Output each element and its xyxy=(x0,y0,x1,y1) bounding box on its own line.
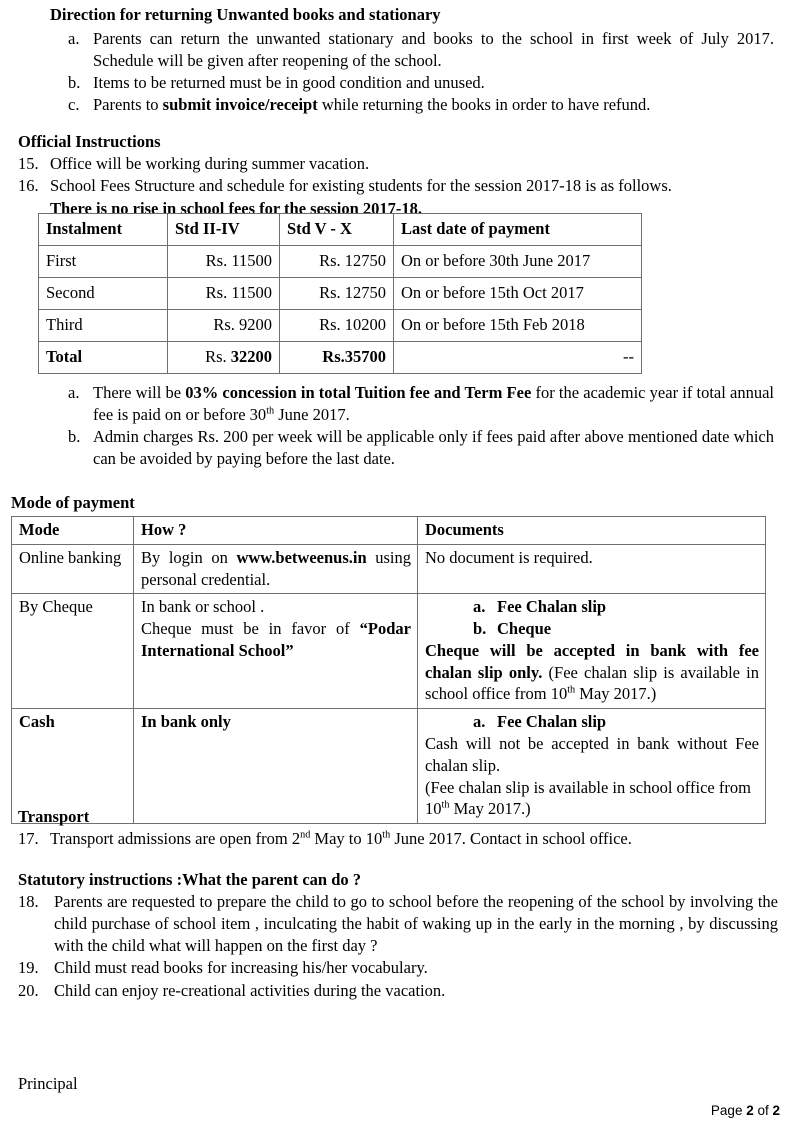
list-item xyxy=(425,618,759,640)
list-number: 16. xyxy=(18,176,39,196)
cell-documents: No document is required. xyxy=(418,544,766,594)
mode-of-payment-heading: Mode of payment xyxy=(11,493,135,512)
page-number xyxy=(711,1102,780,1120)
table-header-row xyxy=(12,517,766,545)
col-header-std5-10: Std V - X xyxy=(280,214,394,246)
cell-how xyxy=(134,544,418,594)
list-item xyxy=(44,28,774,72)
concession-text-pre: Admin charges Rs. 200 per week will be applicable only if fees paid after above mentioned date which can be avoided by paying before the last date. xyxy=(93,427,774,469)
how-line-1: In bank or school . xyxy=(141,597,265,617)
col-header-std2-4: Std II-IV xyxy=(168,214,280,246)
list-marker: a. xyxy=(68,383,80,402)
documents-list xyxy=(425,596,759,640)
col-header-how: How ? xyxy=(134,517,418,545)
transport-heading: Transport xyxy=(18,807,90,826)
signature-principal: Principal xyxy=(18,1074,78,1093)
transport-text-post: June 2017. Contact in school office. xyxy=(390,829,632,849)
cell-std2-4: Rs. 11500 xyxy=(168,278,280,310)
list-item xyxy=(18,828,778,850)
list-number: 17. xyxy=(18,829,39,849)
fee-structure-table-wrapper xyxy=(38,213,642,374)
cash-note-pre: (Fee chalan slip is available in school office from 10 xyxy=(425,777,751,819)
cell-std2-4: Rs. 11500 xyxy=(168,246,280,278)
returns-list xyxy=(44,28,774,116)
col-header-last-date: Last date of payment xyxy=(394,214,642,246)
table-row xyxy=(12,594,766,709)
cell-how: In bank only xyxy=(134,709,418,824)
cell-documents xyxy=(418,594,766,709)
cell-std5-10: Rs. 12750 xyxy=(280,278,394,310)
transport-text-pre: Transport admissions are open from 2 xyxy=(50,829,301,849)
list-item xyxy=(425,711,759,733)
list-marker: c. xyxy=(68,95,80,115)
list-marker: b. xyxy=(473,619,487,639)
list-item xyxy=(18,980,778,1002)
list-item xyxy=(18,957,778,979)
fee-structure-table xyxy=(38,213,642,374)
cell-std5-10: Rs. 12750 xyxy=(280,246,394,278)
cheque-note-bold: Cheque will be accepted in bank with fee chalan slip only. xyxy=(425,640,759,682)
official-instructions-list xyxy=(18,153,778,197)
cell-instalment: Third xyxy=(39,310,168,342)
page-prefix: Page xyxy=(710,1103,747,1118)
list-item-text: Parents are requested to prepare the child to go to school before the reopening of the school by involving the child purchase of school item , inculcating the habit of waking up in the early in the morning , by discussing with the child what will happen on the first day ? xyxy=(54,892,778,956)
list-marker: a. xyxy=(473,712,486,732)
payee-name: “Podar International School” xyxy=(141,619,411,660)
ordinal-suffix: nd xyxy=(300,829,311,841)
how-text-pre: Cheque must be in favor of xyxy=(141,619,360,639)
col-header-mode: Mode xyxy=(12,517,134,545)
page-middle: of xyxy=(753,1103,773,1118)
page-total: 2 xyxy=(772,1103,780,1118)
total-prefix: Rs. xyxy=(205,346,231,366)
cheque-note xyxy=(425,640,759,705)
statutory-list xyxy=(18,891,778,1002)
how-text-pre: By login on xyxy=(141,547,237,567)
cell-mode: By Cheque xyxy=(12,594,134,709)
list-item-text: Items to be returned must be in good condition and unused. xyxy=(93,73,485,93)
list-item-text: Child can enjoy re-creational activities during the vacation. xyxy=(54,980,446,1000)
ordinal-suffix: th xyxy=(266,405,275,417)
concession-text-pre: There will be xyxy=(93,383,186,402)
list-item xyxy=(18,891,778,957)
list-number: 20. xyxy=(18,980,39,1000)
statutory-instructions-section xyxy=(18,869,778,1002)
concession-list xyxy=(44,382,774,470)
cheque-note-pre: (Fee chalan slip is available in school office from 10 xyxy=(425,662,759,704)
list-item-text: Parents to xyxy=(93,95,163,115)
statutory-heading: Statutory instructions :What the parent can do ? xyxy=(18,870,361,889)
how-text-post: using personal credential. xyxy=(141,547,411,589)
list-item-text: Child must read books for increasing his/her vocabulary. xyxy=(54,958,428,978)
list-number: 18. xyxy=(18,892,39,912)
mode-of-payment-section xyxy=(11,492,771,824)
concession-section xyxy=(44,380,774,470)
cell-total-label: Total xyxy=(39,342,168,374)
cell-mode: Cash xyxy=(12,709,134,824)
cell-total-last-date: -- xyxy=(394,342,642,374)
concession-text-post: June 2017. xyxy=(274,405,350,425)
cell-std2-4: Rs. 9200 xyxy=(168,310,280,342)
page-current: 2 xyxy=(746,1103,754,1118)
transport-section xyxy=(18,806,778,850)
list-marker: a. xyxy=(473,597,486,617)
no-fee-rise-note: There is no rise in school fees for the session 2017-18. xyxy=(50,199,422,219)
cell-instalment: First xyxy=(39,246,168,278)
ordinal-suffix: th xyxy=(567,684,576,696)
list-item-text: Fee Chalan slip xyxy=(497,712,607,732)
returns-heading: Direction for returning Unwanted books and stationary xyxy=(50,5,441,24)
table-row xyxy=(39,310,642,342)
list-item xyxy=(18,153,778,175)
list-number: 19. xyxy=(18,958,39,978)
cell-std5-10: Rs. 10200 xyxy=(280,310,394,342)
cell-total-std2-4 xyxy=(168,342,280,374)
list-marker: b. xyxy=(68,427,81,447)
table-header-row xyxy=(39,214,642,246)
list-item xyxy=(44,94,774,116)
list-item-text: Cheque xyxy=(497,619,552,639)
transport-list xyxy=(18,828,778,850)
returns-section xyxy=(44,4,774,117)
payment-website-link[interactable]: www.betweenus.in xyxy=(236,547,367,567)
total-value: 32200 xyxy=(230,346,272,366)
list-item-text: School Fees Structure and schedule for existing students for the session 2017-18 is as follows. xyxy=(50,176,672,196)
cell-how xyxy=(134,594,418,709)
list-item-text: Office will be working during summer vacation. xyxy=(50,154,370,174)
concession-text-bold: 03% concession in total Tuition fee and Term Fee xyxy=(185,383,532,402)
ordinal-suffix: th xyxy=(382,829,391,841)
cash-note: Cash will not be accepted in bank without Fee chalan slip. xyxy=(425,734,759,775)
col-header-instalment: Instalment xyxy=(39,214,168,246)
table-row xyxy=(39,246,642,278)
cell-last-date: On or before 15th Oct 2017 xyxy=(394,278,642,310)
list-number: 15. xyxy=(18,154,39,174)
list-item-text: Parents can return the unwanted stationary and books to the school in first week of July 2017. Schedule will be given after reopening of the school. xyxy=(93,29,774,71)
official-instructions-heading: Official Instructions xyxy=(18,132,161,151)
cash-note-post: May 2017.) xyxy=(449,799,531,819)
cell-last-date: On or before 15th Feb 2018 xyxy=(394,310,642,342)
documents-list xyxy=(425,711,759,733)
list-item-text-tail: while returning the books in order to have refund. xyxy=(317,95,651,115)
cell-total-std5-10: Rs.35700 xyxy=(280,342,394,374)
cell-instalment: Second xyxy=(39,278,168,310)
list-item-emphasis: submit invoice/receipt xyxy=(162,95,318,115)
col-header-documents: Documents xyxy=(418,517,766,545)
table-row-total xyxy=(39,342,642,374)
transport-text-mid: May to 10 xyxy=(310,829,383,849)
list-item-text: Fee Chalan slip xyxy=(497,597,607,617)
table-row xyxy=(39,278,642,310)
cell-mode: Online banking xyxy=(12,544,134,594)
list-item xyxy=(44,426,774,470)
official-instructions-section xyxy=(18,131,778,220)
list-item xyxy=(44,382,774,426)
table-row xyxy=(12,544,766,594)
ordinal-suffix: th xyxy=(441,799,450,811)
cheque-note-post: May 2017.) xyxy=(575,684,657,704)
how-line-2 xyxy=(141,618,411,662)
list-marker: a. xyxy=(68,29,80,49)
concession-text-mid: for the academic year if total annual fee is paid on or before 30 xyxy=(93,383,774,425)
mode-of-payment-table xyxy=(11,516,766,824)
list-item xyxy=(425,596,759,618)
list-item xyxy=(44,72,774,94)
cell-last-date: On or before 30th June 2017 xyxy=(394,246,642,278)
list-marker: b. xyxy=(68,73,81,93)
list-item xyxy=(18,175,778,197)
